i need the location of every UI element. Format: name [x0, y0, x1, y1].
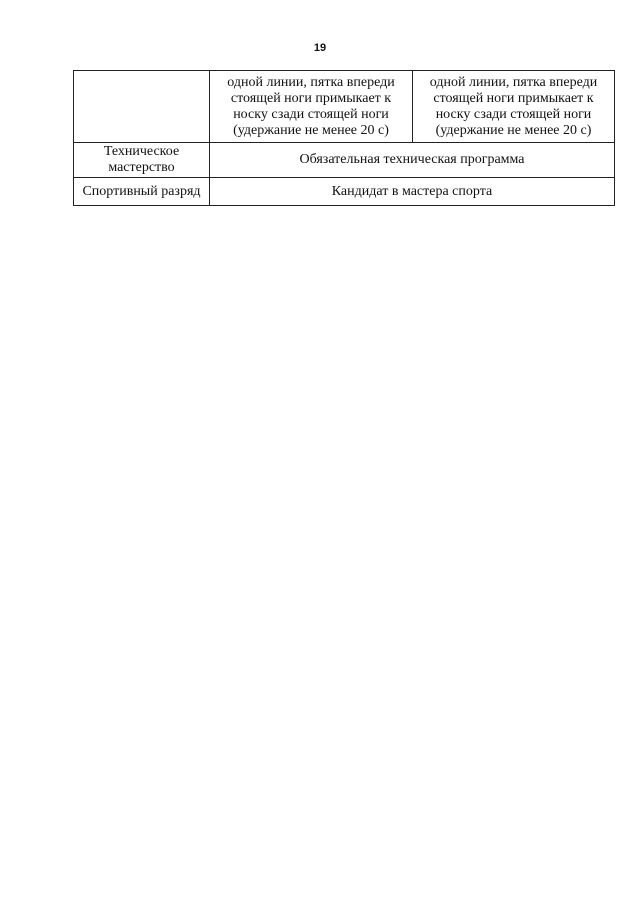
page-number: 19 [313, 42, 327, 54]
merged-value-cell: Кандидат в мастера спорта [210, 178, 615, 206]
table-row [74, 178, 615, 206]
cell-line: Спортивный разряд [82, 183, 201, 199]
cell-line: мастерство [108, 160, 175, 175]
standards-table [73, 70, 615, 206]
table-row [74, 71, 615, 143]
cell-line: носку сзади стоящей ноги [233, 106, 389, 122]
row-label-cell [74, 71, 210, 143]
cell-line: Техническое [103, 144, 180, 159]
norm-cell-left [210, 71, 413, 143]
table-row [74, 143, 615, 178]
row-label-cell [74, 143, 210, 178]
merged-value-cell: Обязательная техническая программа [210, 143, 615, 178]
norm-cell-right [413, 71, 615, 143]
cell-line: одной линии, пятка впереди [227, 74, 395, 90]
row-label-cell [74, 178, 210, 206]
cell-line: (удержание не менее 20 с) [435, 122, 592, 138]
cell-line: стоящей ноги примыкает к [433, 90, 594, 106]
cell-line: (удержание не менее 20 с) [233, 122, 389, 138]
cell-line: стоящей ноги примыкает к [230, 90, 392, 106]
cell-line: носку сзади стоящей ноги [435, 106, 592, 122]
cell-line: одной линии, пятка впереди [429, 74, 598, 90]
